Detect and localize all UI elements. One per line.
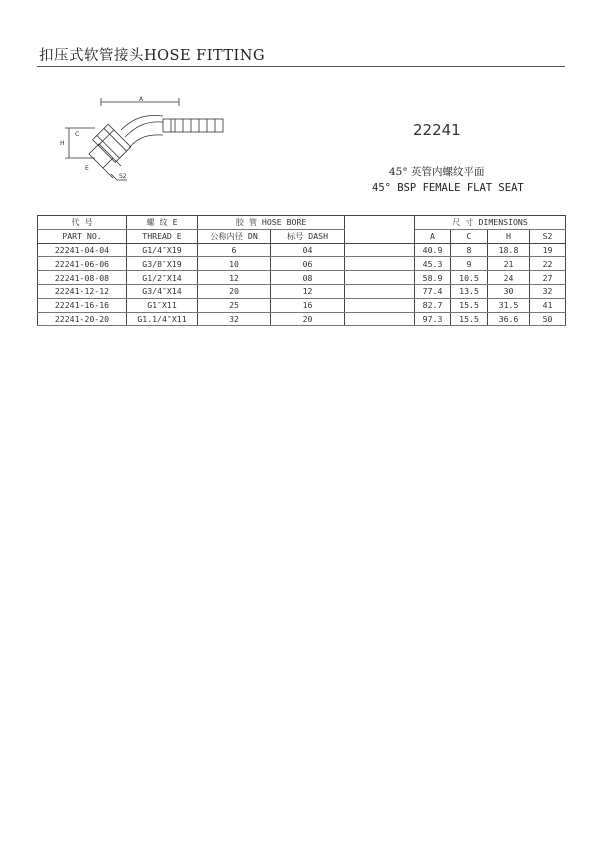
cell-h: 31.5 — [488, 298, 530, 312]
table-header-row-1 — [38, 216, 566, 230]
cell-thread: G3/8″X19 — [127, 257, 198, 271]
cell-c: 10.5 — [451, 271, 488, 285]
model-number: 22241 — [413, 121, 461, 139]
cell-a: 58.9 — [415, 271, 451, 285]
table-row — [38, 312, 566, 326]
cell-s2: 32 — [530, 284, 566, 298]
cell-blank — [345, 243, 415, 257]
cell-s2: 19 — [530, 243, 566, 257]
cell-a: 40.9 — [415, 243, 451, 257]
header-dimensions: 尺 寸 DIMENSIONS — [415, 216, 566, 230]
cell-dn: 10 — [198, 257, 271, 271]
header-h: H — [488, 229, 530, 243]
dim-e-label: E — [85, 165, 89, 172]
dim-s2-label: S2 — [119, 173, 127, 180]
header-blank — [345, 216, 415, 230]
cell-dash: 12 — [271, 284, 345, 298]
cell-a: 45.3 — [415, 257, 451, 271]
table-row — [38, 243, 566, 257]
cell-blank — [345, 257, 415, 271]
cell-dash: 06 — [271, 257, 345, 271]
header-dn: 公称内径 DN — [198, 229, 271, 243]
title-divider — [37, 66, 565, 67]
cell-part: 22241-20-20 — [38, 312, 127, 326]
spec-table — [37, 215, 566, 326]
header-a: A — [415, 229, 451, 243]
fitting-diagram — [55, 92, 235, 187]
description-chinese: 45° 英管内螺纹平面 — [389, 166, 485, 178]
cell-s2: 22 — [530, 257, 566, 271]
cell-part: 22241-08-08 — [38, 271, 127, 285]
cell-c: 13.5 — [451, 284, 488, 298]
cell-part: 22241-06-06 — [38, 257, 127, 271]
table-row — [38, 298, 566, 312]
cell-thread: G1.1/4″X11 — [127, 312, 198, 326]
cell-dash: 16 — [271, 298, 345, 312]
cell-h: 24 — [488, 271, 530, 285]
cell-s2: 41 — [530, 298, 566, 312]
cell-dn: 25 — [198, 298, 271, 312]
cell-blank — [345, 271, 415, 285]
cell-dash: 20 — [271, 312, 345, 326]
cell-part: 22241-12-12 — [38, 284, 127, 298]
cell-s2: 27 — [530, 271, 566, 285]
cell-c: 15.5 — [451, 298, 488, 312]
cell-c: 15.5 — [451, 312, 488, 326]
cell-blank — [345, 284, 415, 298]
cell-a: 97.3 — [415, 312, 451, 326]
header-thread: 螺 纹 E — [127, 216, 198, 230]
cell-thread: G1/4″X19 — [127, 243, 198, 257]
cell-thread: G3/4″X14 — [127, 284, 198, 298]
cell-h: 30 — [488, 284, 530, 298]
cell-dash: 04 — [271, 243, 345, 257]
description-english: 45° BSP FEMALE FLAT SEAT — [372, 182, 524, 194]
header-dash: 标号 DASH — [271, 229, 345, 243]
header-thread-e: THREAD E — [127, 229, 198, 243]
dim-h-label: H — [60, 140, 65, 147]
table-header-row-2 — [38, 229, 566, 243]
cell-s2: 50 — [530, 312, 566, 326]
cell-blank — [345, 312, 415, 326]
cell-blank — [345, 298, 415, 312]
cell-part: 22241-04-04 — [38, 243, 127, 257]
cell-c: 8 — [451, 243, 488, 257]
dim-c-label: C — [75, 131, 80, 138]
header-blank-2 — [345, 229, 415, 243]
cell-dn: 32 — [198, 312, 271, 326]
cell-dn: 12 — [198, 271, 271, 285]
header-hose-bore: 胶 管 HOSE BORE — [198, 216, 345, 230]
cell-dash: 08 — [271, 271, 345, 285]
cell-a: 77.4 — [415, 284, 451, 298]
cell-h: 21 — [488, 257, 530, 271]
cell-c: 9 — [451, 257, 488, 271]
cell-dn: 6 — [198, 243, 271, 257]
cell-thread: G1″X11 — [127, 298, 198, 312]
header-s2: S2 — [530, 229, 566, 243]
cell-thread: G1/2″X14 — [127, 271, 198, 285]
cell-part: 22241-16-16 — [38, 298, 127, 312]
cell-h: 18.8 — [488, 243, 530, 257]
table-row — [38, 257, 566, 271]
table-row — [38, 284, 566, 298]
cell-dn: 20 — [198, 284, 271, 298]
header-part-no: PART NO. — [38, 229, 127, 243]
dim-a-label: A — [139, 96, 144, 103]
cell-h: 36.6 — [488, 312, 530, 326]
header-c: C — [451, 229, 488, 243]
table-row — [38, 271, 566, 285]
cell-a: 82.7 — [415, 298, 451, 312]
header-code: 代 号 — [38, 216, 127, 230]
page-title: 扣压式软管接头HOSE FITTING — [39, 48, 266, 64]
